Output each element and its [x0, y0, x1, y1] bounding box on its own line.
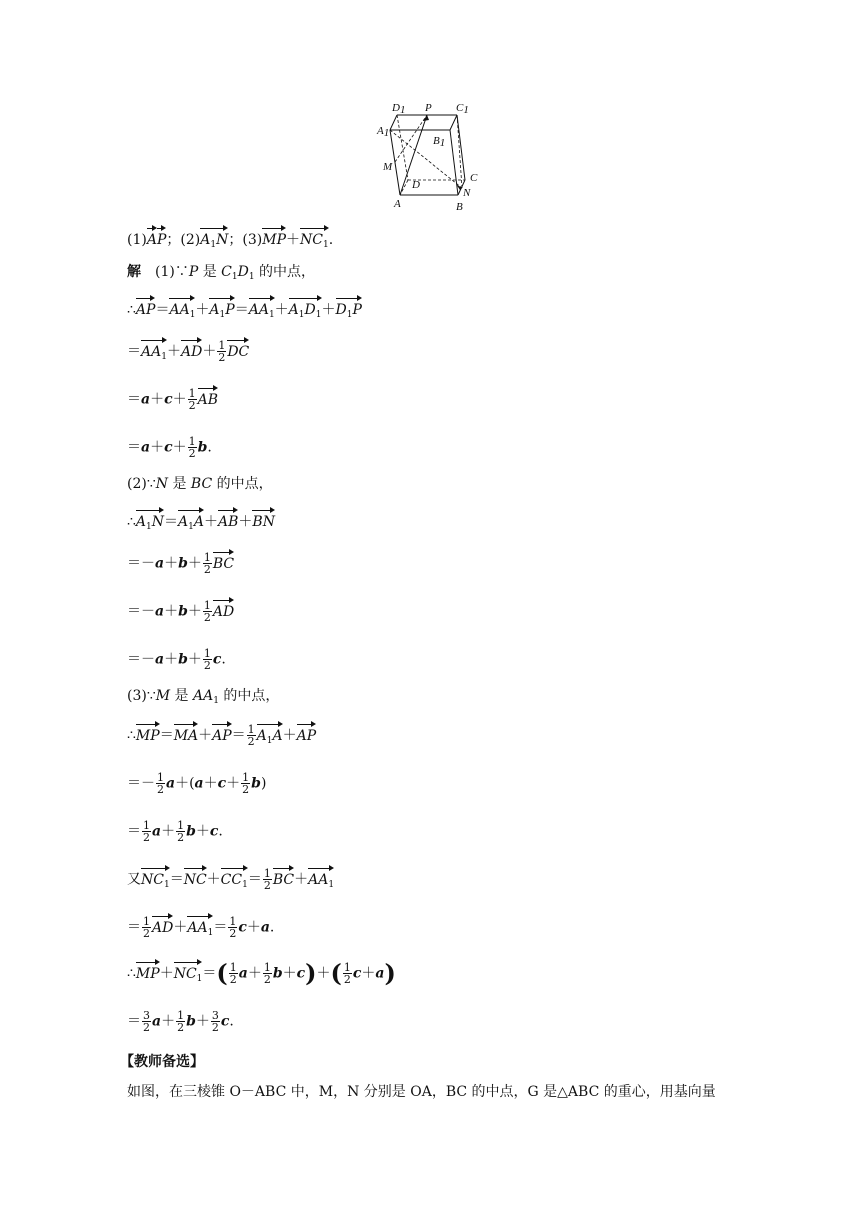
label-C1: C1 — [456, 102, 469, 116]
solution-line-3: $=AA_1+AD+$ $\frac{1}{2}$ DC — [127, 340, 249, 367]
solution-line-13: ＝－ $\frac{1}{2}$ a＋(a＋c＋ $\frac{1}{2}$ b) — [127, 771, 267, 796]
label-A: A — [394, 198, 401, 210]
prism-figure — [370, 100, 490, 215]
label-M: M — [383, 161, 393, 173]
solution-line-14: ＝ $\frac{1}{2}$ a＋ $\frac{1}{2}$ b＋c. — [127, 819, 223, 844]
solution-line-12: ∴MP＝MA＋AP＝ $\frac{1}{2}$ $A_1A+AP$ — [127, 724, 316, 751]
label-B: B — [456, 201, 463, 213]
label-C: C — [470, 172, 478, 184]
solution-line-16: ＝ $\frac{1}{2}$ $AD+AA_1=$ $\frac{1}{2}$ c＋a. — [127, 916, 274, 943]
label-P: P — [425, 102, 432, 114]
solution-line-11: (3)∵M 是 $AA_1$ 的中点， — [127, 688, 280, 706]
question-items: (1)AP；$(2)A_1N$；$(3)MP+NC_1$. — [127, 230, 333, 255]
solution-line-2: $\therefore AP=AA_1+A_1P=AA_1+A_1D_1+D_1P$ — [127, 300, 362, 325]
label-D1: D1 — [392, 102, 406, 116]
solution-line-4: ＝a＋c＋ $\frac{1}{2}$ AB — [127, 387, 219, 412]
solution-line-18: ＝ $\frac{3}{2}$ a＋ $\frac{1}{2}$ b＋ $\frac{3}{2}$ c. — [127, 1009, 234, 1034]
solution-line-6: (2)∵N 是 BC 的中点， — [127, 476, 273, 492]
solution-line-7: $\therefore A_1N=A_1A+AB+BN$ — [127, 512, 275, 537]
label-N: N — [463, 187, 471, 199]
solution-line-17: $\therefore MP+NC_1=$( $\frac{1}{2}$ a＋ $\frac{1}{2}$ b＋c)＋( $\frac{1}{2}$ c＋a) — [127, 958, 396, 988]
solution-line-15: 又$NC_1=NC+CC_1=$ $\frac{1}{2}$ $BC+AA_1$ — [127, 868, 334, 895]
label-D: D — [412, 179, 420, 191]
label-A1: A1 — [377, 125, 390, 139]
label-B1: B1 — [433, 135, 446, 149]
solution-line-8: ＝－a＋b＋ $\frac{1}{2}$ BC — [127, 551, 235, 576]
solution-line-1: 解 (1)∵P 是 $C_1D_1$ 的中点， — [127, 264, 316, 282]
solution-line-9: ＝－a＋b＋ $\frac{1}{2}$ AD — [127, 599, 235, 624]
backup-title: 【教师备选】 — [120, 1054, 204, 1070]
solution-line-10: ＝－a＋b＋ $\frac{1}{2}$ c. — [127, 647, 226, 672]
solution-line-5: ＝a＋c＋ $\frac{1}{2}$ b. — [127, 435, 212, 460]
backup-text: 如图，在三棱锥 O－ABC 中，M，N 分别是 OA，BC 的中点，G 是△ABC 的重心，用基向量 — [127, 1084, 716, 1100]
